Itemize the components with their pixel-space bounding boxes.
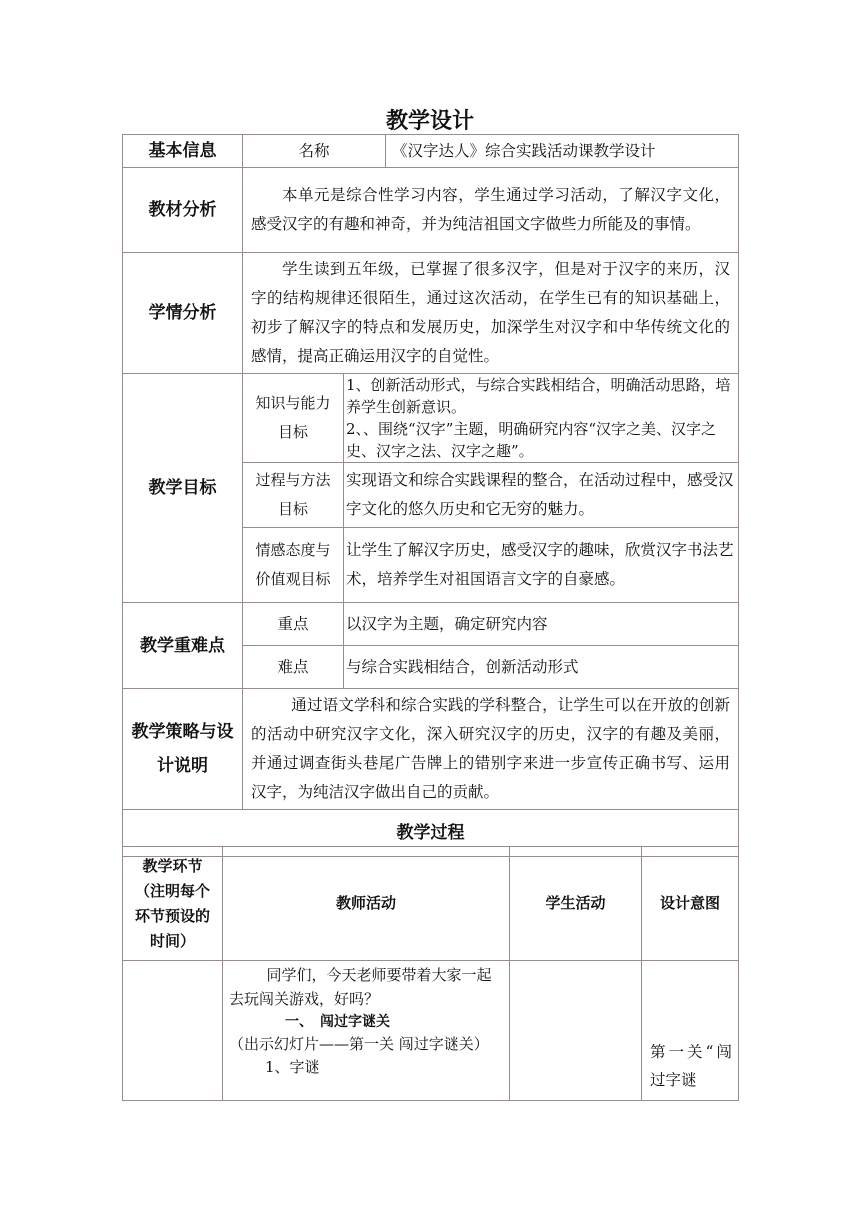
name-label: 名称 [243,135,386,168]
strategy-text: 通过语文学科和综合实践的学科整合，让学生可以在开放的创新的活动中研究汉字文化，深入研究汉字的历史，汉字的有趣及美丽，并通过调查街头巷尾广告牌上的错别字来进一步宣传正确书写、运用汉字，为纯洁汉字做出自己的贡献。 [243,689,739,810]
goal-process-text: 实现语文和综合实践课程的整合，在活动过程中，感受汉字文化的悠久历史和它无穷的魅力。 [344,463,739,528]
goal-knowledge-line-2: 2、、围绕“汉字”主题，明确研究内容“汉字之美、汉字之史、汉字之法、汉字之趣”。 [346,420,717,460]
student-analysis-label: 学情分析 [123,253,243,374]
goals-label: 教学目标 [123,374,243,603]
student-analysis-text: 学生读到五年级，已掌握了很多汉字，但是对于汉字的来历，汉字的结构规律还很陌生，通过这次活动，在学生已有的知识基础上，初步了解汉字的特点和发展历史，加深学生对汉字和中华传统文化的感情，提高正确运用汉字的自觉性。 [243,253,739,374]
material-analysis-label: 教材分析 [123,168,243,253]
basic-info-label: 基本信息 [123,135,243,168]
goal-process-label: 过程与方法目标 [243,463,344,528]
difficulty-label: 难点 [243,646,344,689]
goal-emotion-label: 情感态度与价值观目标 [243,528,344,603]
teacher-line-2: 一、 闯过字谜关 [285,1014,390,1030]
header-stage: 教学环节（注明每个环节预设的时间） [123,847,223,961]
strategy-label: 教学策略与设计说明 [123,689,243,810]
row1-student [510,961,642,1101]
process-table [122,846,739,1101]
goal-emotion-text: 让学生了解汉字历史，感受汉字的趣味，欣赏汉字书法艺术，培养学生对祖国语言文字的自豪感。 [344,528,739,603]
focus-text: 以汉字为主题，确定研究内容 [344,603,739,646]
process-title: 教学过程 [123,810,739,857]
goal-knowledge-text [344,374,739,463]
header-teacher: 教师活动 [223,847,510,961]
info-table [122,134,739,857]
material-analysis-text: 本单元是综合性学习内容，学生通过学习活动，了解汉字文化，感受汉字的有趣和神奇，并为纯洁祖国文字做些力所能及的事情。 [243,168,739,253]
teacher-line-1: 同学们，今天老师要带着大家一起去玩闯关游戏，好吗？ [229,966,492,1008]
document-title: 教学设计 [385,109,474,134]
difficulty-text: 与综合实践相结合，创新活动形式 [344,646,739,689]
row1-teacher [223,961,510,1101]
teacher-line-4: 1、字谜 [265,1058,320,1076]
row1-intent: 第一关“闯过字谜 [642,961,739,1101]
keypoints-label: 教学重难点 [123,603,243,689]
goal-knowledge-line-1: 1、创新活动形式，与综合实践相结合，明确活动思路，培养学生创新意识。 [346,376,731,416]
header-intent: 设计意图 [642,847,739,961]
goal-knowledge-label: 知识与能力目标 [243,374,344,463]
name-value: 《汉字达人》综合实践活动课教学设计 [386,135,739,168]
header-student: 学生活动 [510,847,642,961]
focus-label: 重点 [243,603,344,646]
row1-stage [123,961,223,1101]
teacher-line-3: （出示幻灯片——第一关 闯过字谜关） [229,1035,489,1053]
